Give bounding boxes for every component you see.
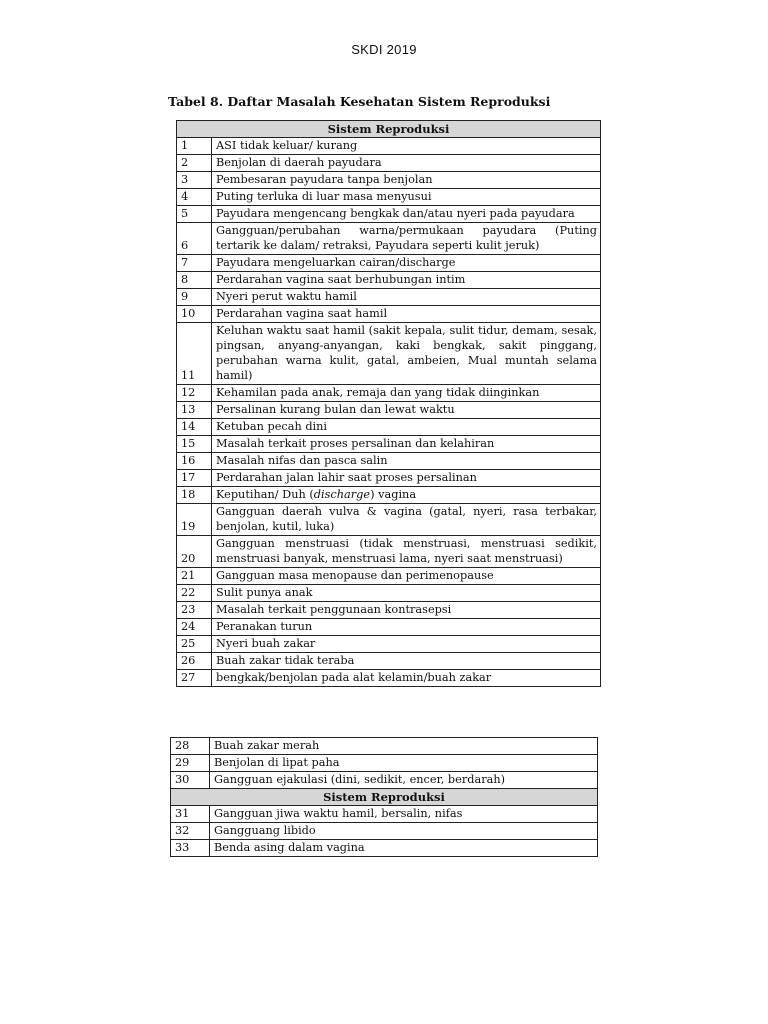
problem-text-part: ) vagina [370, 488, 417, 501]
row-number-cell: 10 [177, 306, 212, 323]
problem-text-cell: Keluhan waktu saat hamil (sakit kepala, sulit tidur, demam, sesak, pingsan, anyang-anyangan, kaki bengkak, sakit pinggang, perubahan warna kulit, gatal, ambeien, Mual muntah selama hamil) [212, 323, 601, 385]
table-row [177, 289, 601, 306]
table-row [177, 155, 601, 172]
problem-text-cell: Gangguan menstruasi (tidak menstruasi, menstruasi sedikit, menstruasi banyak, menstruasi lama, nyeri saat menstruasi) [212, 536, 601, 568]
table-row [171, 806, 598, 823]
table-row [177, 568, 601, 585]
table-row [177, 470, 601, 487]
problem-text-cell: Persalinan kurang bulan dan lewat waktu [212, 402, 601, 419]
table-row [177, 602, 601, 619]
table-body [177, 121, 601, 687]
problem-text-cell: Ketuban pecah dini [212, 419, 601, 436]
problem-text-cell: Perdarahan vagina saat hamil [212, 306, 601, 323]
table-row [177, 172, 601, 189]
problem-table-part-1 [176, 120, 601, 687]
table-title: Tabel 8. Daftar Masalah Kesehatan Sistem Reproduksi [168, 94, 551, 109]
problem-table-part-2 [170, 737, 598, 857]
row-number-cell: 13 [177, 402, 212, 419]
problem-text-cell: Masalah nifas dan pasca salin [212, 453, 601, 470]
table-row [177, 653, 601, 670]
row-number-cell: 7 [177, 255, 212, 272]
problem-text-cell: Sulit punya anak [212, 585, 601, 602]
table-row [177, 504, 601, 536]
row-number-cell: 17 [177, 470, 212, 487]
table-row [177, 306, 601, 323]
table-row [177, 636, 601, 653]
table-row [177, 255, 601, 272]
problem-text-cell: Puting terluka di luar masa menyusui [212, 189, 601, 206]
table-row [177, 272, 601, 289]
row-number-cell: 9 [177, 289, 212, 306]
row-number-cell: 14 [177, 419, 212, 436]
problem-text-cell: Perdarahan jalan lahir saat proses persalinan [212, 470, 601, 487]
problem-text-cell: Nyeri perut waktu hamil [212, 289, 601, 306]
table-row [177, 619, 601, 636]
section-header-row [171, 789, 598, 806]
row-number-cell: 23 [177, 602, 212, 619]
problem-text-italic: discharge [313, 488, 371, 501]
row-number-cell: 8 [177, 272, 212, 289]
section-header-cell: Sistem Reproduksi [177, 121, 601, 138]
problem-text-cell: Gangguan jiwa waktu hamil, bersalin, nifas [210, 806, 598, 823]
problem-text-cell: Pembesaran payudara tanpa benjolan [212, 172, 601, 189]
row-number-cell: 18 [177, 487, 212, 504]
row-number-cell: 27 [177, 670, 212, 687]
table-row [177, 419, 601, 436]
row-number-cell: 32 [171, 823, 210, 840]
table-row [177, 670, 601, 687]
row-number-cell: 22 [177, 585, 212, 602]
table-row [177, 453, 601, 470]
table-row [177, 223, 601, 255]
row-number-cell: 28 [171, 738, 210, 755]
table-row [177, 536, 601, 568]
table-row [171, 772, 598, 789]
problem-text-cell: Gangguan daerah vulva & vagina (gatal, nyeri, rasa terbakar, benjolan, kutil, luka) [212, 504, 601, 536]
row-number-cell: 31 [171, 806, 210, 823]
page-header: SKDI 2019 [351, 42, 417, 57]
problem-text-cell: Nyeri buah zakar [212, 636, 601, 653]
table-body [171, 738, 598, 789]
table-row [177, 385, 601, 402]
table-body [171, 789, 598, 806]
table-row [177, 487, 601, 504]
problem-text-cell: Payudara mengeluarkan cairan/discharge [212, 255, 601, 272]
row-number-cell: 25 [177, 636, 212, 653]
table-row [177, 585, 601, 602]
table-row [171, 755, 598, 772]
section-header-row [177, 121, 601, 138]
row-number-cell: 12 [177, 385, 212, 402]
problem-text-cell: Gangguan masa menopause dan perimenopause [212, 568, 601, 585]
problem-text-cell: Masalah terkait penggunaan kontrasepsi [212, 602, 601, 619]
row-number-cell: 15 [177, 436, 212, 453]
row-number-cell: 24 [177, 619, 212, 636]
row-number-cell: 20 [177, 536, 212, 568]
row-number-cell: 11 [177, 323, 212, 385]
table-row [171, 840, 598, 857]
table-row [177, 436, 601, 453]
problem-text-cell: ASI tidak keluar/ kurang [212, 138, 601, 155]
problem-text-cell: Benjolan di lipat paha [210, 755, 598, 772]
table-row [177, 138, 601, 155]
table-body [171, 806, 598, 857]
row-number-cell: 26 [177, 653, 212, 670]
row-number-cell: 2 [177, 155, 212, 172]
problem-text-cell: Buah zakar tidak teraba [212, 653, 601, 670]
problem-text-cell: Gangguan ejakulasi (dini, sedikit, encer, berdarah) [210, 772, 598, 789]
row-number-cell: 29 [171, 755, 210, 772]
row-number-cell: 16 [177, 453, 212, 470]
problem-text-cell [212, 487, 601, 504]
problem-text-cell: Masalah terkait proses persalinan dan kelahiran [212, 436, 601, 453]
problem-text-cell: Buah zakar merah [210, 738, 598, 755]
row-number-cell: 30 [171, 772, 210, 789]
problem-text-cell: Benda asing dalam vagina [210, 840, 598, 857]
row-number-cell: 19 [177, 504, 212, 536]
row-number-cell: 1 [177, 138, 212, 155]
problem-text-cell: bengkak/benjolan pada alat kelamin/buah zakar [212, 670, 601, 687]
row-number-cell: 21 [177, 568, 212, 585]
problem-text-cell: Kehamilan pada anak, remaja dan yang tidak diinginkan [212, 385, 601, 402]
problem-text-cell: Perdarahan vagina saat berhubungan intim [212, 272, 601, 289]
row-number-cell: 33 [171, 840, 210, 857]
problem-text-cell: Gangguan/perubahan warna/permukaan payudara (Puting tertarik ke dalam/ retraksi, Payudara seperti kulit jeruk) [212, 223, 601, 255]
problem-text-cell: Peranakan turun [212, 619, 601, 636]
problem-text-cell: Gangguang libido [210, 823, 598, 840]
table-row [171, 823, 598, 840]
row-number-cell: 4 [177, 189, 212, 206]
table-row [177, 189, 601, 206]
table-row [177, 206, 601, 223]
table-row [171, 738, 598, 755]
section-header-cell: Sistem Reproduksi [171, 789, 598, 806]
row-number-cell: 3 [177, 172, 212, 189]
problem-text-part: Keputihan/ Duh ( [216, 488, 314, 501]
problem-text-cell: Payudara mengencang bengkak dan/atau nyeri pada payudara [212, 206, 601, 223]
table-row [177, 402, 601, 419]
row-number-cell: 6 [177, 223, 212, 255]
problem-text-cell: Benjolan di daerah payudara [212, 155, 601, 172]
row-number-cell: 5 [177, 206, 212, 223]
table-row [177, 323, 601, 385]
